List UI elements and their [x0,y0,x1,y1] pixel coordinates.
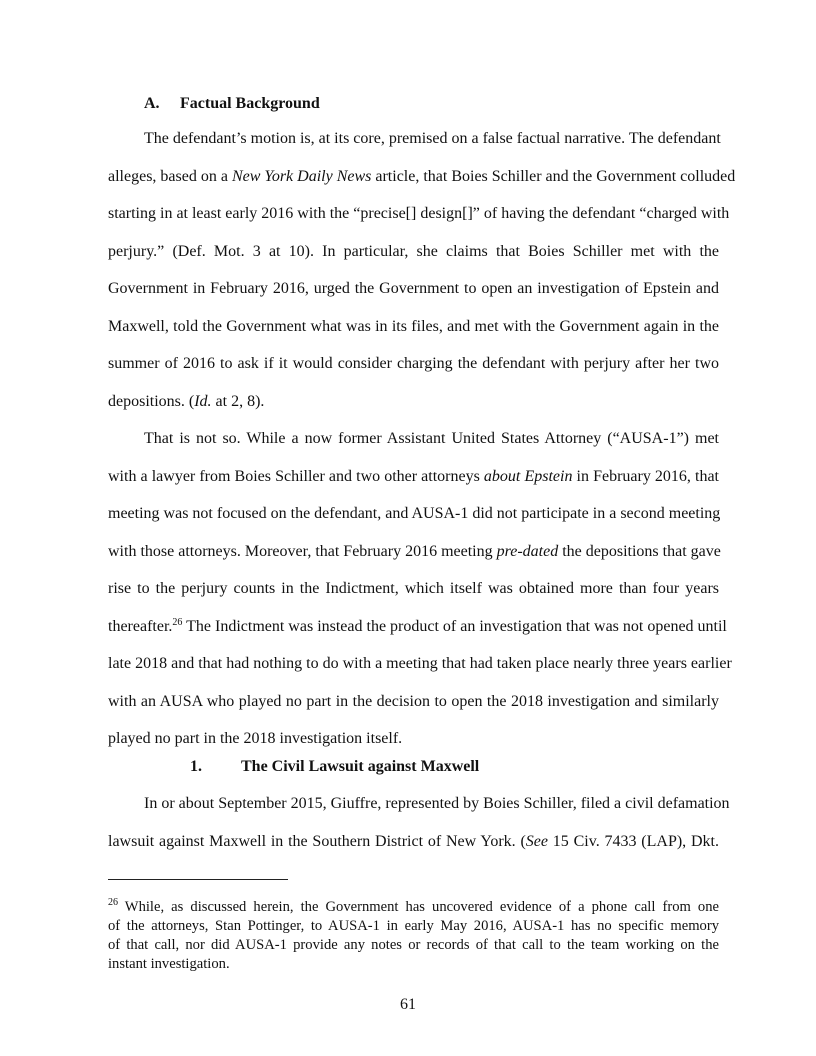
text-line [108,898,719,917]
text-segment: The Indictment was instead the product of an investigation that was not opened until [182,617,727,635]
section-letter: A. [144,95,160,112]
text-segment: meeting was not focused on the defendant, and AUSA-1 did not participate in a second meeting [108,505,721,522]
text-segment: of that call, nor did AUSA-1 provide any notes or records of that call to the team working on the [108,937,719,953]
italic-text: See [525,832,548,850]
text-line [108,158,736,196]
text-segment: perjury.” (Def. Mot. 3 at 10). In particular, she claims that Boies Schiller met with the [108,242,719,260]
text-segment: The defendant’s motion is, at its core, premised on a false factual narrative. The defendant [144,130,721,147]
italic-text: pre-dated [496,542,559,560]
text-segment: with an AUSA who played no part in the decision to open the 2018 investigation and similarly [108,692,719,710]
footnote [108,898,719,974]
paragraph-1 [108,120,736,420]
text-line [108,570,719,608]
text-line [108,645,732,683]
footnote-reference: 26 [172,616,183,628]
text-segment: lawsuit against Maxwell in the Southern District of New York. ( [108,832,526,850]
text-segment: starting in at least early 2016 with the “precise[] design[]” of having the defendant “charged with [108,205,730,222]
text-segment: rise to the perjury counts in the Indictment, which itself was obtained more than four years [108,580,719,597]
text-line [108,785,730,823]
text-segment: played no part in the 2018 investigation itself. [108,730,403,747]
text-line [108,936,719,955]
italic-text: New York Daily News [231,167,372,185]
subsection-title: The Civil Lawsuit against Maxwell [241,758,480,775]
text-segment: at 2, 8). [211,392,265,410]
text-segment: In or about September 2015, Giuffre, represented by Boies Schiller, filed a civil defamation [144,795,730,812]
section-title: Factual Background [180,95,320,112]
text-segment: Government in February 2016, urged the Government to open an investigation of Epstein and [108,280,719,297]
footnote-reference: 26 [108,897,118,908]
text-line [108,420,719,458]
text-segment: of the attorneys, Stan Pottinger, to AUSA-1 in early May 2016, AUSA-1 has no specific memory [108,918,719,934]
text-segment: While, as discussed herein, the Government has uncovered evidence of a phone call from one [118,899,719,915]
text-segment: That is not so. While a now former Assistant United States Attorney (“AUSA-1”) met [144,430,719,447]
text-segment: in February 2016, that [572,467,720,485]
text-line [108,533,719,571]
text-segment: late 2018 and that had nothing to do with a meeting that had taken place nearly three years earlier [108,655,732,672]
text-line [108,458,719,496]
text-segment: 15 Civ. 7433 (LAP), Dkt. [548,832,719,850]
text-segment: depositions. ( [108,392,195,410]
text-line [108,383,719,421]
paragraph-2 [108,420,732,758]
text-line [108,720,719,758]
text-line [108,270,719,308]
text-line [108,683,719,721]
paragraph-3 [108,785,730,860]
text-segment: with those attorneys. Moreover, that February 2016 meeting [108,542,497,560]
text-line [108,345,719,383]
text-segment: alleges, based on a [108,167,232,185]
text-line [108,308,719,346]
text-segment: with a lawyer from Boies Schiller and two other attorneys [108,467,484,485]
text-line [108,955,719,974]
italic-text: Id. [194,392,212,410]
text-line [108,823,719,861]
text-segment: Maxwell, told the Government what was in its files, and met with the Government again in the [108,317,719,335]
footnote-divider [108,879,288,880]
text-line [108,608,727,646]
text-segment: thereafter. [108,617,173,635]
page-number: 61 [400,996,416,1013]
subsection-number: 1. [190,758,202,775]
text-line [108,195,730,233]
italic-text: about Epstein [483,467,573,485]
text-segment: instant investigation. [108,956,230,972]
text-segment: the depositions that gave [558,542,721,560]
text-line [108,495,719,533]
text-line [108,233,719,271]
text-segment: article, that Boies Schiller and the Government colluded [371,167,736,185]
text-line [108,917,719,936]
text-segment: summer of 2016 to ask if it would consider charging the defendant with perjury after her two [108,355,719,372]
text-line [108,120,719,158]
